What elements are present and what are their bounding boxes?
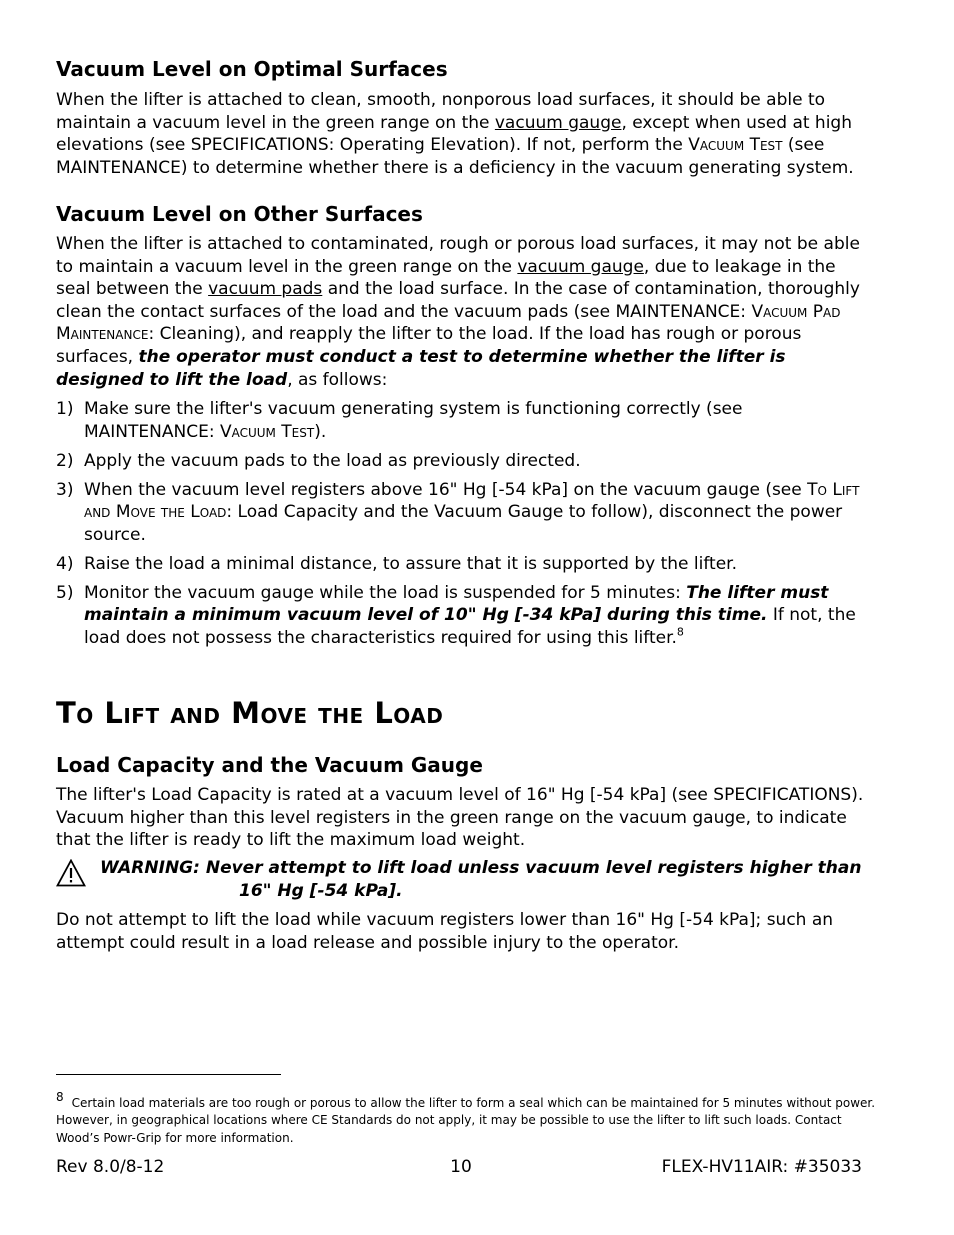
operator-test-emphasis: the operator must conduct a test to determine whether the lifter is designed to lift the load [56, 346, 786, 390]
footnote-number: 8 [56, 1090, 64, 1104]
revision-label: Rev 8.0/8-12 [56, 1157, 165, 1177]
heading-other-surfaces: Vacuum Level on Other Surfaces [56, 202, 423, 226]
test-steps-list [56, 398, 866, 656]
vacuum-gauge-link[interactable]: vacuum gauge [517, 256, 644, 277]
page-footer [56, 1156, 866, 1178]
paragraph-optimal-surfaces: When the lifter is attached to clean, smooth, nonporous load surfaces, it should be able to maintain a vacuum level in the green range on the vacuum gauge, except when used at high elevations (see SPECIFICATIONS: Operating Elevation). If not, perform the Vacuum Test (see MAINTENANCE) to determine whether there is a deficiency in the vacuum generating system. [56, 90, 854, 178]
footnote-text: Certain load materials are too rough or porous to allow the lifter to form a seal which can be maintained for 5 minutes without power. However, in geographical locations where CE Standards do not apply, it may be possible to use the lifter to lift such loads. Contact Wood’s Powr-Grip for more information. [56, 1096, 876, 1145]
footnote-divider [56, 1074, 281, 1075]
paragraph-load-capacity: The lifter's Load Capacity is rated at a vacuum level of 16" Hg [-54 kPa] (see SPECIFICATIONS). Vacuum higher than this level registers in the green range on the vacuum gauge, to indicate that the lifter is ready to lift the maximum load weight. [56, 785, 864, 851]
warning-text: WARNING: Never attempt to lift load unless vacuum level registers higher than 16" Hg [-54 kPa]. [100, 858, 862, 901]
vacuum-gauge-link[interactable]: vacuum gauge [494, 112, 622, 133]
paragraph-other-surfaces: When the lifter is attached to contaminated, rough or porous load surfaces, it may not be able to maintain a vacuum level in the green range on the vacuum gauge, due to leakage in the seal between the vacuum pads and the load surface. In the case of contamination, thoroughly clean the contact surfaces of the load and the vacuum pads (see MAINTENANCE: Vacuum Pad Maintenance: Cleaning), and reapply the lifter to the load. If the load has rough or porous surfaces, the operator must conduct a test to determine whether the lifter is designed to lift the load, as follows: [56, 234, 860, 390]
warning-triangle-icon [56, 859, 86, 887]
footnote-reference[interactable]: 8 [676, 625, 684, 639]
list-item: 5) Monitor the vacuum gauge while the load is suspended for 5 minutes: The lifter must maintain a minimum vacuum level of 10" Hg [-34 kPa] during this time. If not, the load does not possess the characteristics required for using this lifter.$^8$ [56, 582, 856, 648]
vacuum-pads-link[interactable]: vacuum pads [208, 279, 323, 300]
paragraph-warning-detail: Do not attempt to lift the load while vacuum registers lower than 16" Hg [-54 kPa]; such an attempt could result in a load release and possible injury to the operator. [56, 910, 834, 953]
list-item: 3) When the vacuum level registers above 16" Hg [-54 kPa] on the vacuum gauge (see To Lift and Move the Load: Load Capacity and the Vacuum Gauge to follow), disconnect the power source. [56, 479, 860, 545]
list-item: 1) Make sure the lifter's vacuum generating system is functioning correctly (see MAINTENANCE: Vacuum Test). [56, 399, 743, 442]
page-number: 10 [450, 1157, 472, 1177]
heading-optimal-surfaces: Vacuum Level on Optimal Surfaces [56, 57, 448, 81]
section-title: To Lift and Move the Load [56, 696, 444, 730]
vacuum-test-reference: Vacuum Test [688, 135, 783, 156]
list-item: 4) Raise the load a minimal distance, to assure that it is supported by the lifter. [56, 553, 738, 574]
model-label: FLEX-HV11AIR: #35033 [661, 1157, 862, 1177]
list-item: 2) Apply the vacuum pads to the load as previously directed. [56, 450, 581, 471]
footnote [56, 1089, 876, 1147]
vacuum-pad-maintenance-reference: Vacuum Pad Maintenance [56, 301, 841, 345]
heading-load-capacity: Load Capacity and the Vacuum Gauge [56, 753, 483, 777]
